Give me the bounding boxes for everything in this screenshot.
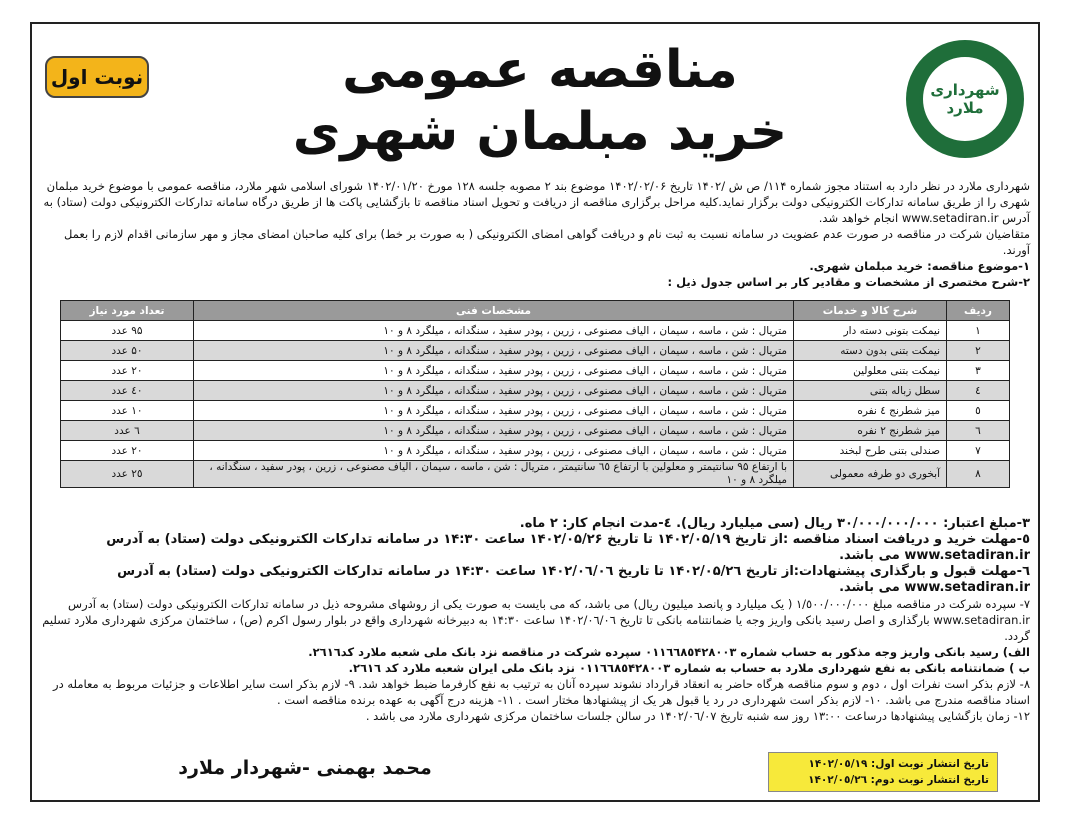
item-quantity: ۹۵ عدد [61, 321, 194, 341]
item-quantity: ۲٥ عدد [61, 461, 194, 488]
mayor-signature: محمد بهمنی -شهردار ملارد [178, 757, 432, 779]
table-row [61, 421, 1010, 441]
row-number: ۳ [947, 361, 1010, 381]
header-row-number: ردیف [947, 301, 1010, 321]
item-specs: متریال : شن ، ماسه ، سیمان ، الیاف مصنوعی ، زرین ، پودر سفید ، سنگدانه ، میلگرد ۸ و ۱۰ [194, 381, 794, 401]
item-quantity: ۲۰ عدد [61, 441, 194, 461]
item-specs: متریال : شن ، ماسه ، سیمان ، الیاف مصنوعی ، زرین ، پودر سفید ، سنگدانه ، میلگرد ۸ و ۱۰ [194, 401, 794, 421]
item-name: نیمکت بتنی بدون دسته [794, 341, 947, 361]
deposit-terms: ۷- سپرده شرکت در مناقصه مبلغ ۱/٥۰۰/۰۰۰/۰۰۰ ( یک میلیارد و پانصد میلیون ریال) می باشد، که می بایست به صورت یکی از روشهای مشروحه ذیل در سامانه تدارکات الکترونیکی دولت (ستاد) به آدرس www.setadiran.ir بارگذاری و اصل رسید بانکی واریز وجه یا ضمانتنامه بانکی تا تاریخ ۱۴۰۲/۰٦/۰٦ ساعت ۱۴:۳۰ به دبیرخانه شهرداری واقع در بلوار رسول اکرم (ص) ، ساختمان مرکزی شهرداری ملارد تسلیم گردد. [42, 597, 1030, 643]
intro-paragraph-1: شهرداری ملارد در نظر دارد به استناد مجوز شماره ۱۱۴/ ص ش /۱۴۰۲ تاریخ ۱۴۰۲/۰۲/۰۶ موضوع بند ۲ مصوبه جلسه ۱۲۸ مورخ ۱۴۰۲/۰۱/۲۰ شورای اسلامی شهر ملارد، مناقصه عمومی با موضوع خرید مبلمان شهری را از طریق سامانه تدارکات الکترونیکی دولت برگزار نماید.کلیه مراحل برگزاری مناقصه از دریافت و تحویل اسناد مناقصه تا بازگشایی پاکت ها از طریق درگاه سامانه تدارکات الکترونیکی دولت (ستاد) به آدرس www.setadiran.ir انجام خواهد شد. [43, 179, 1030, 225]
header-quantity: تعداد مورد نیاز [61, 301, 194, 321]
general-conditions: ۸- لازم بذکر است نفرات اول ، دوم و سوم مناقصه هرگاه حاضر به انعقاد قرارداد نشوند سپرده آنان به ترتیب به نفع کارفرما ضبط خواهد شد. ۹- لازم بذکر است سایر اطلاعات و جزئیات مربوط به معامله در اسناد مناقصه مندرج می باشد. ۱۰- لازم بذکر است شهرداری در رد یا قبول هر یک از پیشنهادها مختار است . ۱۱- هزینه درج آگهی به عهده برنده مناقصه است . [53, 677, 1030, 707]
item-name: میز شطرنج ٤ نفره [794, 401, 947, 421]
item-name: آبخوری دو طرفه معمولی [794, 461, 947, 488]
tender-subject: ۱-موضوع مناقصه: خرید مبلمان شهری. [809, 259, 1030, 273]
table-row [61, 321, 1010, 341]
table-row [61, 381, 1010, 401]
proposal-submission-deadline: ٦-مهلت قبول و بارگذاری پیشنهادات:از تاریخ ۱۴۰۲/۰۵/۲٦ تا تاریخ ۱۴۰۲/۰٦/۰٦ ساعت ۱۴:۳۰ در سامانه تدارکات الکترونیکی دولت (ستاد) به آدرس www.setadiran.ir می باشد. [117, 564, 1030, 595]
first-round-badge: نوبت اول [45, 56, 149, 98]
deposit-option-a: الف) رسید بانکی واریز وجه مذکور به حساب شماره ۰۱۱٦٦۸٥۴۲۸۰۰۳ سپرده شرکت در مناقصه نزد بانک ملی شعبه ملارد کد۲٦۱٦. [308, 645, 1030, 659]
budget-and-duration: ۳-مبلغ اعتبار: ۳۰/۰۰۰/۰۰۰/۰۰۰ ریال (سی میلیارد ریال). ٤-مدت انجام کار: ۲ ماه. [519, 516, 1030, 531]
item-name: نیمکت بتنی معلولین [794, 361, 947, 381]
municipality-logo [906, 40, 1024, 158]
intro-section [40, 178, 1030, 290]
row-number: ۱ [947, 321, 1010, 341]
opening-time: ۱۲- زمان بازگشایی پیشنهادها درساعت ۱۳:۰۰ روز سه شنبه تاریخ ۱۴۰۲/۰٦/۰۷ در سالن جلسات ساختمان مرکزی شهرداری ملارد می باشد . [365, 709, 1030, 723]
item-specs: متریال : شن ، ماسه ، سیمان ، الیاف مصنوعی ، زرین ، پودر سفید ، سنگدانه ، میلگرد ۸ و ۱۰ [194, 441, 794, 461]
item-specs: متریال : شن ، ماسه ، سیمان ، الیاف مصنوعی ، زرین ، پودر سفید ، سنگدانه ، میلگرد ۸ و ۱۰ [194, 361, 794, 381]
row-number: ٤ [947, 381, 1010, 401]
second-publication-date: تاریخ انتشار نوبت دوم: ۱۴۰۲/۰٥/۲٦ [808, 774, 989, 786]
first-publication-date: تاریخ انتشار نوبت اول: ۱۴۰۲/۰٥/۱۹ [808, 758, 989, 770]
logo-emblem [919, 53, 1011, 145]
table-row [61, 361, 1010, 381]
row-number: ۸ [947, 461, 1010, 488]
conditions-section [40, 516, 1030, 724]
item-quantity: ۵۰ عدد [61, 341, 194, 361]
header-technical-specs: مشخصات فنی [194, 301, 794, 321]
row-number: ۷ [947, 441, 1010, 461]
table-caption: ۲-شرح مختصری از مشخصات و مقادیر کار بر اساس جدول ذیل : [667, 275, 1030, 289]
document-purchase-deadline: ٥-مهلت خرید و دریافت اسناد مناقصه :از تاریخ ۱۴۰۲/۰۵/۱۹ تا تاریخ ۱۴۰۲/۰۵/۲۶ ساعت ۱۴:۳۰ در سامانه تدارکات الکترونیکی دولت (ستاد) به آدرس www.setadiran.ir می باشد. [106, 532, 1030, 563]
table-row [61, 461, 1010, 488]
item-quantity: ٤۰ عدد [61, 381, 194, 401]
table-header-row [61, 301, 1010, 321]
deposit-option-b: ب ) ضمانتنامه بانکی به نفع شهرداری ملارد به حساب به شماره ۰۱۱٦٦۸٥۴۲۸۰۰۳ نزد بانک ملی ایران شعبه ملارد کد ۲٦۱٦. [348, 661, 1030, 675]
item-quantity: ٦ عدد [61, 421, 194, 441]
item-specs: متریال : شن ، ماسه ، سیمان ، الیاف مصنوعی ، زرین ، پودر سفید ، سنگدانه ، میلگرد ۸ و ۱۰ [194, 341, 794, 361]
row-number: ٦ [947, 421, 1010, 441]
row-number: ٥ [947, 401, 1010, 421]
logo-text: شهرداری ملارد [930, 81, 1000, 117]
item-specs: متریال : شن ، ماسه ، سیمان ، الیاف مصنوعی ، زرین ، پودر سفید ، سنگدانه ، میلگرد ۸ و ۱۰ [194, 321, 794, 341]
item-quantity: ۱۰ عدد [61, 401, 194, 421]
publication-dates-box [768, 752, 998, 792]
item-name: سطل زباله بتنی [794, 381, 947, 401]
intro-paragraph-2: متقاضیان شرکت در مناقصه در صورت عدم عضویت در سامانه نسبت به ثبت نام و دریافت گواهی امضای الکترونیکی ( به صورت بر خط) برای کلیه صاحبان امضای مجاز و مهر سازمانی اقدام لازم را بعمل آورند. [64, 227, 1030, 257]
item-quantity: ۲۰ عدد [61, 361, 194, 381]
item-name: صندلی بتنی طرح لبخند [794, 441, 947, 461]
row-number: ۲ [947, 341, 1010, 361]
item-name: میز شطرنج ۲ نفره [794, 421, 947, 441]
item-specs: متریال : شن ، ماسه ، سیمان ، الیاف مصنوعی ، زرین ، پودر سفید ، سنگدانه ، میلگرد ۸ و ۱۰ [194, 421, 794, 441]
items-table [60, 300, 1010, 488]
table-row [61, 441, 1010, 461]
title-line-1: مناقصه عمومی [342, 40, 738, 100]
item-specs: با ارتفاع ۹۵ سانتیمتر و معلولین با ارتفاع ٦٥ سانتیمتر ، متریال : شن ، ماسه ، سیمان ، الیاف مصنوعی ، زرین ، پودر سفید ، سنگدانه ، میلگرد ۸ و ۱۰ [194, 461, 794, 488]
title-line-2: خرید مبلمان شهری [292, 102, 788, 162]
table-row [61, 341, 1010, 361]
table-row [61, 401, 1010, 421]
item-name: نیمکت بتونی دسته دار [794, 321, 947, 341]
header-item-description: شرح کالا و خدمات [794, 301, 947, 321]
